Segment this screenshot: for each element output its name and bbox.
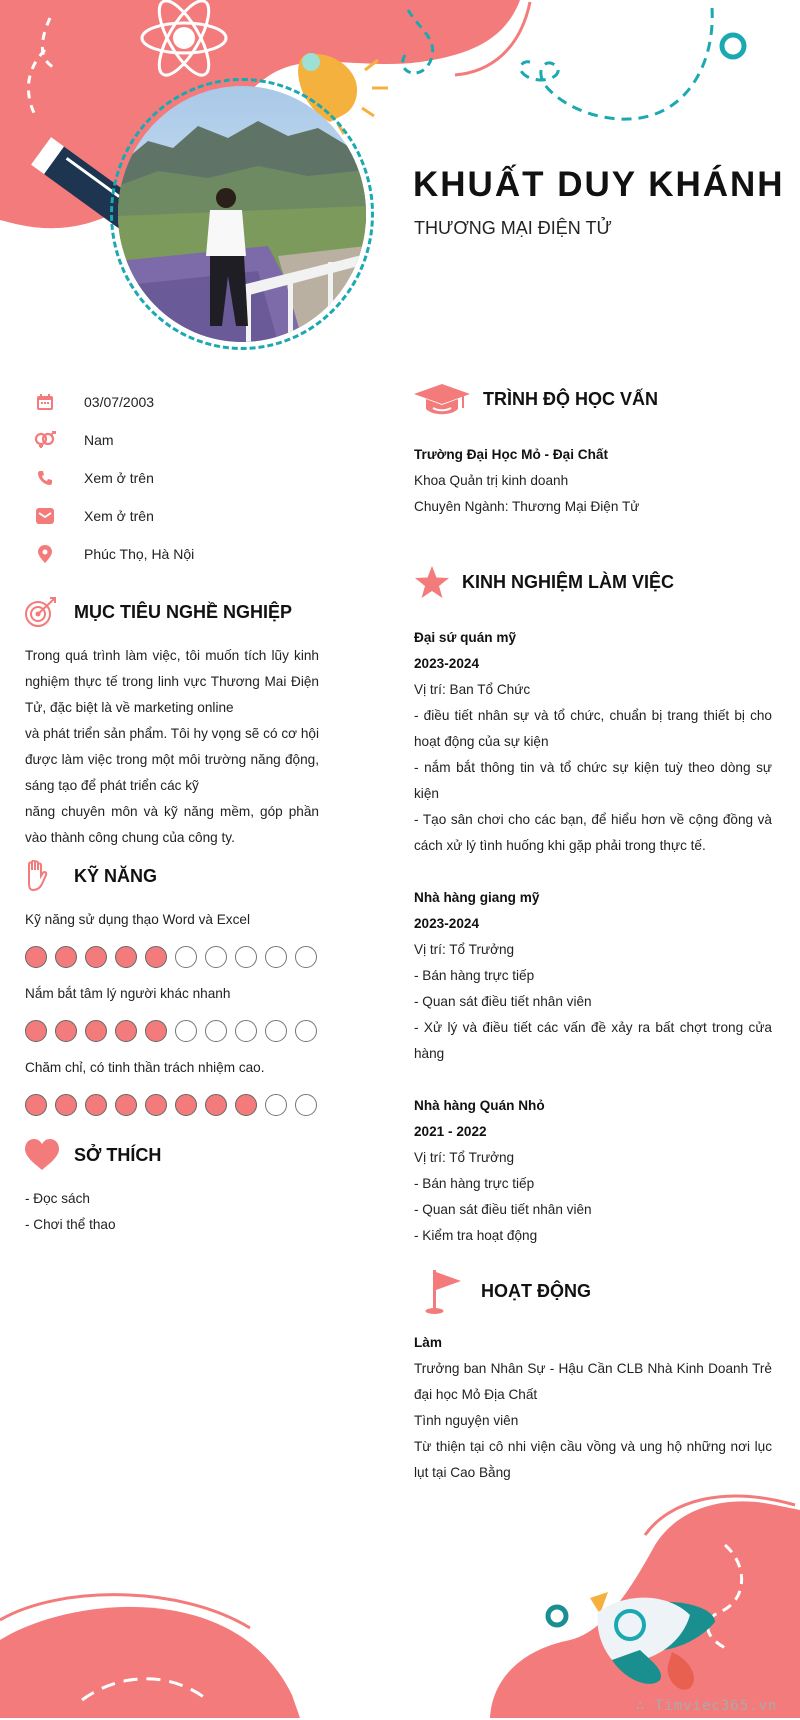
skills-heading — [24, 860, 157, 892]
rating-dot-empty — [295, 1094, 317, 1116]
section-title: MỤC TIÊU NGHỀ NGHIỆP — [74, 601, 293, 622]
rating-dot-filled — [85, 946, 107, 968]
section-title: SỞ THÍCH — [74, 1144, 162, 1165]
job-period: 2023-2024 — [414, 656, 480, 671]
star-icon — [414, 565, 450, 599]
rating-dot-filled — [25, 946, 47, 968]
rating-dot-empty — [235, 1020, 257, 1042]
rating-dot-empty — [205, 946, 227, 968]
info-text: 03/07/2003 — [84, 394, 155, 410]
rating-dot-filled — [25, 1020, 47, 1042]
rating-dot-filled — [205, 1094, 227, 1116]
rating-dot-empty — [265, 1020, 287, 1042]
rating-dot-filled — [145, 946, 167, 968]
skill-rating — [25, 1094, 325, 1116]
rating-dot-empty — [295, 946, 317, 968]
education-content — [414, 442, 772, 520]
job-line: - Bán hàng trực tiếp — [414, 968, 535, 983]
job-line: - Quan sát điều tiết nhân viên — [414, 994, 592, 1009]
rating-dot-filled — [175, 1094, 197, 1116]
job-line: - Xử lý và điều tiết các vấn đề xảy ra bất chợt trong cửa hàng — [414, 1020, 772, 1061]
skill-name: Chăm chỉ, có tinh thần trách nhiệm cao. — [25, 1060, 265, 1075]
profile-photo — [118, 86, 366, 342]
small-ring-icon — [722, 35, 744, 57]
flag-icon — [425, 1268, 463, 1314]
skill-rating — [25, 1020, 325, 1042]
skill-item-2 — [25, 986, 325, 1042]
info-text: Phúc Thọ, Hà Nội — [84, 546, 195, 562]
activities-heading — [425, 1268, 591, 1314]
job-company: Đại sứ quán mỹ — [414, 630, 517, 645]
rating-dot-filled — [55, 946, 77, 968]
objective-line: năng chuyên môn và kỹ năng mềm, góp phần vào thành công chung của công ty. — [25, 804, 319, 845]
info-gender — [24, 421, 344, 459]
rating-dot-empty — [265, 946, 287, 968]
skill-item-1 — [25, 912, 325, 968]
objective-text — [25, 643, 319, 851]
job-company: Nhà hàng Quán Nhỏ — [414, 1098, 545, 1113]
info-address — [24, 535, 344, 573]
objective-line: Trong quá trình làm việc, tôi muốn tích lũy kinh nghiệm thực tế trong linh vực Thương Mai Điện Tử, đặc biệt là về marketing online — [25, 648, 319, 715]
experience-content — [414, 625, 772, 1249]
activities-content — [414, 1330, 772, 1486]
job-period: 2021 - 2022 — [414, 1124, 487, 1139]
job-entry — [414, 1093, 772, 1249]
rating-dot-empty — [205, 1020, 227, 1042]
education-line: Chuyên Ngành: Thương Mại Điện Tử — [414, 499, 640, 514]
rating-dot-filled — [145, 1094, 167, 1116]
candidate-name: KHUẤT DUY KHÁNH — [413, 165, 785, 204]
job-line: Vị trí: Ban Tổ Chức — [414, 682, 531, 697]
rating-dot-filled — [145, 1020, 167, 1042]
heart-icon — [24, 1139, 60, 1171]
rating-dot-filled — [115, 1094, 137, 1116]
job-line: - Bán hàng trực tiếp — [414, 1176, 535, 1191]
rating-dot-empty — [295, 1020, 317, 1042]
hobbies-heading — [24, 1139, 161, 1171]
email-icon — [24, 508, 66, 524]
info-text: Xem ở trên — [84, 470, 154, 486]
rating-dot-empty — [235, 946, 257, 968]
phone-icon — [24, 470, 66, 486]
rating-dot-filled — [85, 1094, 107, 1116]
job-line: - Tạo sân chơi cho các bạn, để hiểu hơn về cộng đồng và cách xử lý tình huống khi gặp phải trong thực tế. — [414, 812, 772, 853]
photo-landscape-illustration — [118, 86, 366, 342]
rating-dot-filled — [115, 1020, 137, 1042]
info-phone — [24, 459, 344, 497]
info-text: Nam — [84, 432, 114, 448]
rating-dot-empty — [175, 1020, 197, 1042]
skill-item-3 — [25, 1060, 325, 1116]
rating-dot-empty — [265, 1094, 287, 1116]
job-entry — [414, 625, 772, 859]
activity-line: Từ thiện tại cô nhi viện cầu vồng và ung hộ những nơi lục lụt tại Cao Bằng — [414, 1439, 772, 1480]
rating-dot-empty — [175, 946, 197, 968]
job-line: Vị trí: Tổ Trưởng — [414, 942, 515, 957]
job-period: 2023-2024 — [414, 916, 480, 931]
graduation-cap-icon — [413, 382, 471, 416]
job-company: Nhà hàng giang mỹ — [414, 890, 540, 905]
activity-title: Làm — [414, 1335, 442, 1350]
job-line: - điều tiết nhân sự và tổ chức, chuẩn bị trang thiết bị cho hoạt động của sự kiện — [414, 708, 772, 749]
info-email — [24, 497, 344, 535]
skill-name: Nắm bắt tâm lý người khác nhanh — [25, 986, 231, 1001]
education-line: Khoa Quản trị kinh doanh — [414, 473, 569, 488]
activity-line: Trưởng ban Nhân Sự - Hậu Cần CLB Nhà Kinh Doanh Trẻ đại học Mỏ Địa Chất — [414, 1361, 772, 1402]
watermark: ∴ Timviec365.vn — [636, 1698, 778, 1714]
activity-line: Tình nguyện viên — [414, 1413, 519, 1428]
info-text: Xem ở trên — [84, 508, 154, 524]
experience-heading — [414, 565, 674, 599]
school-name: Trường Đại Học Mỏ - Đại Chất — [414, 447, 608, 462]
job-line: - Kiểm tra hoạt động — [414, 1228, 538, 1243]
section-title: TRÌNH ĐỘ HỌC VẤN — [483, 388, 658, 409]
calendar-icon — [24, 393, 66, 411]
hobbies-list — [25, 1186, 116, 1238]
dashed-path-right — [521, 8, 713, 119]
candidate-title: THƯƠNG MẠI ĐIỆN TỬ — [414, 218, 612, 238]
section-title: KINH NGHIỆM LÀM VIỆC — [462, 571, 675, 592]
rating-dot-filled — [85, 1020, 107, 1042]
rating-dot-filled — [55, 1020, 77, 1042]
hand-icon — [24, 860, 50, 892]
gender-icon — [24, 431, 66, 449]
target-icon — [24, 596, 58, 628]
bottom-left-blob — [0, 1607, 300, 1718]
job-entry — [414, 885, 772, 1067]
rating-dot-filled — [55, 1094, 77, 1116]
rating-dot-filled — [235, 1094, 257, 1116]
section-title: KỸ NĂNG — [74, 865, 158, 886]
hobby-item: - Đọc sách — [25, 1191, 90, 1206]
skill-name: Kỹ năng sử dụng thạo Word và Excel — [25, 912, 250, 927]
rating-dot-filled — [115, 946, 137, 968]
location-pin-icon — [24, 545, 66, 563]
info-birthdate — [24, 383, 344, 421]
job-line: - nắm bắt thông tin và tổ chức sự kiện tuỳ theo dòng sự kiện — [414, 760, 772, 801]
objective-line: và phát triển sản phẩm. Tôi hy vọng sẽ có cơ hội được làm việc trong một môi trường năng động, sáng tạo để phát triển các kỹ — [25, 726, 319, 793]
personal-info-list — [24, 383, 344, 573]
objective-heading — [24, 596, 292, 628]
profile-photo-frame — [110, 78, 374, 350]
skill-rating — [25, 946, 325, 968]
hobby-item: - Chơi thể thao — [25, 1217, 116, 1232]
job-line: Vị trí: Tổ Trưởng — [414, 1150, 515, 1165]
job-line: - Quan sát điều tiết nhân viên — [414, 1202, 592, 1217]
education-heading — [413, 382, 658, 416]
section-title: HOẠT ĐỘNG — [481, 1280, 591, 1301]
rating-dot-filled — [25, 1094, 47, 1116]
